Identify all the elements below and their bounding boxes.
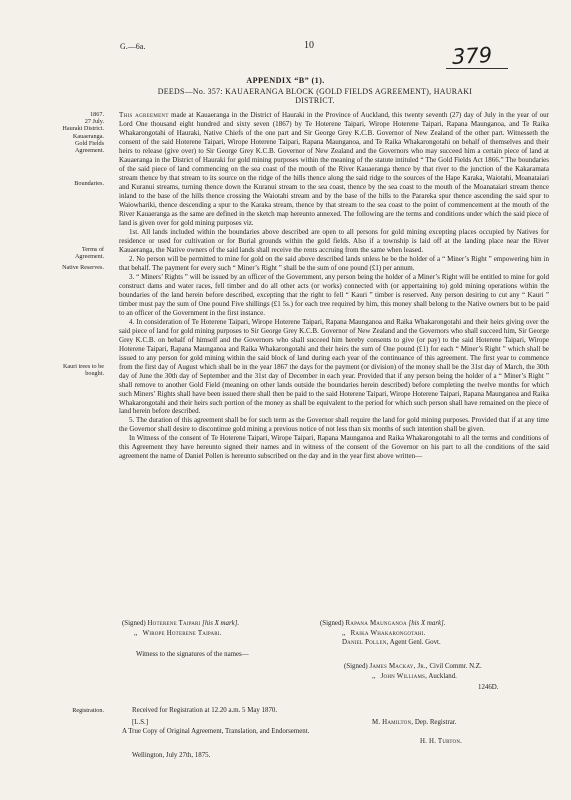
signature-williams — [372, 673, 457, 681]
signed-label: (Signed) — [320, 620, 344, 627]
signature-wirope — [134, 630, 222, 638]
paragraph-5: 5. The duration of this agreement shall be for such term as the Governor shall require the land for gold mining purposes. Provided that if at any time the Governor shall desire to discontinue gold mining a previous notice of not less than six months of such intention shall be given. — [119, 416, 549, 434]
signed-label: (Signed) — [344, 663, 368, 670]
signer-title: Civil Commr. N.Z. — [427, 663, 482, 670]
ditto-mark: ,, — [134, 630, 138, 637]
signature-daniel-pollen — [342, 639, 441, 647]
registration-number: 1246D. — [478, 684, 499, 691]
margin-note-date-district: 1867. 27 July. Hauraki District. Kauaeranga. Gold Fields Agreement. — [62, 111, 104, 155]
witness-line: Witness to the signatures of the names— — [136, 651, 249, 658]
page-number: 10 — [304, 40, 314, 51]
paragraph-3: 3. “ Miners’ Rights ” will be issued by an officer of the Government, any person being the holder of a Miner’s Right will be entitled to mine for gold construct dams and water races, fell timber and do all other acts (or works) connected with (or appertaining to) gold mining operations within the boundaries of the land herein before described, excepting that the right to fell “ Kauri ” timber is reserved. Any person desiring to cut any “ Kauri ” timber must pay the sum of One pound Five shillings (£1 5s.) for each tree required by him, this money shall belong to the Native owners but to be paid to an officer of the Government in the first instance. — [119, 272, 549, 317]
mark-note: [his X mark]. — [408, 620, 446, 627]
handwritten-page-number: 379 — [451, 42, 493, 70]
true-copy-note: A True Copy of Original Agreement, Translation, and Endorsement. — [122, 728, 310, 735]
registrar-signature — [372, 719, 456, 727]
intro-text: made at Kauaeranga in the District of Hauraki in the Province of Auckland, this twenty seventh (27) day of July in the year of our Lord One thousand eight hundred and sixty seven (1867) by Te Hoterene Taipari, Wirope Hoterene Taipari, Rapana Maunganoa, and Te Raika Whakarongotahi of Hauraki, Native Chiefs of the one part and Sir George Grey K.C.B. Governor of New Zealand of the other part. Witnesseth the consent of the said Hoterene Taipari, Wirope Hoterene Taipari, Rapana Maunganoa, and Te Raika Whakarongotahi on behalf of themselves and their heirs to release (give over) to Sir George Grey K.C.B. Governor of New Zealand and the Governors who may succeed him a certain piece of land at Kauaeranga in the District of Hauraki for gold mining purposes within the meaning of the statute intituled “ The Gold Fields Act 1866.” The boundaries of the said piece of land commencing on the sea coast of the mouth of the River Kauaeranga thence by that river to the junction of the Kakaramata stream thence by that stream to its source on the ridge of the hills thence along the said ridge to the sources of the Hape Karaka, Waiotahi, Moanataiari and Kuranui streams, turning thence down the Kuranui stream to the sea coast, thence by the sea coast to the mouth of the Moanataiari stream thence inland to the base of the hills thence crossing the Waiotahi stream and by the base of the hills to the Parareka spur thence ascending the said spur to Waiowhariki, thence descending a spur to the Karaka stream, thence by that stream to the sea coast to the point of commencement at the mouth of the River Kauaeranga as the same are defined in the sketch map hereunto annexed. The following are the terms and conditions under which the said piece of land is given over for gold mining purposes viz. — [119, 111, 549, 227]
signer-name: M. Hamilton, — [372, 719, 414, 726]
handwritten-underline — [446, 68, 508, 69]
signature-hoterene — [122, 620, 239, 628]
agreement-body — [119, 111, 549, 461]
mark-note: [his X mark]. — [202, 620, 240, 627]
signature-mackay — [344, 663, 482, 671]
paragraph-4: 4. In consideration of Te Hoterene Taipari, Wirope Hoterene Taipari, Rapana Maunganoa and Raika Whakarongotahi and their heirs giving over the said piece of land for gold mining purposes to Sir George Grey K.C.B. Governor of New Zealand and the Governors who shall succeed him, Sir George Grey K.C.B. on behalf of himself and the Governors who shall succeed him hereby consents to give (or pay) to the said Hoterene Taipari, Wirope Hoterene Taipari, Rapana Maunganoa and Raika Whakarongotahi and their heirs the sum of One pound (£1) for each “ Miner’s Right ” which shall be issued to any person for gold mining within the said block of land during each year of the continuance of this agreement. The first year to commence from the first day of August which shall be in the year 1867 the days for the payment (or division) of the money shall be the 31st day of March, the 30th day of June the 30th day of September and the 31st day of December in each year. Provided that if any person being the holder of a “ Miner’s Right ” shall remove to another Gold Field (meaning on other lands outside the boundaries herein described) before completing the twelve months for which such Miners’ Rights shall have been issued there shall then be paid to the said Hoterene Taipari, Wirope Hoterene Taipari, Rapana Maunganoa and Raika Whakarongotahi and their heirs such portion of the money as shall be equivalent to the period for which such person shall have remained on the piece of land herein before described. — [119, 317, 549, 416]
ditto-mark: ,, — [372, 673, 376, 680]
dateline: Wellington, July 27th, 1875. — [132, 752, 211, 759]
margin-note-native-reserves: Native Reserves. — [62, 264, 104, 271]
margin-note-kauri: Kauri trees to be bought. — [62, 363, 104, 378]
signature-raika — [342, 630, 426, 638]
signer-name: Rapana Maunganoa — [345, 620, 407, 627]
signer-name: Raika Whakarongotahi. — [350, 630, 426, 637]
signer-name: John Williams, — [380, 673, 428, 680]
signature-rapana — [320, 620, 445, 628]
lead-words: This agreement — [119, 111, 169, 119]
paragraph-2: 2. No person will be permitted to mine for gold on the said above described lands unless he be the holder of a “ Miner’s Right ” empowering him in that behalf. The payment for every such “ Miner’s Right ” shall be the sum of one pound (£1) per annum. — [119, 254, 549, 272]
document-code: G.—6a. — [120, 42, 146, 51]
paragraph-intro — [119, 111, 549, 228]
signer-name: Hoterene Taipari — [147, 620, 201, 627]
signer-title: Agent Genl. Govt. — [388, 639, 441, 646]
certifier-signature: H. H. Turton. — [420, 738, 463, 745]
appendix-title: APPENDIX “B” (1). — [246, 76, 325, 85]
signer-name: Wirope Hoterene Taipari. — [142, 630, 222, 637]
signer-title: Dep. Registrar. — [413, 719, 457, 726]
margin-note-registration: Registration. — [72, 707, 104, 714]
signer-name: James Mackay, Jr., — [369, 663, 428, 670]
received-for-registration: Received for Registration at 12.20 a.m. 5 May 1870. — [132, 707, 278, 714]
signed-label: (Signed) — [122, 620, 146, 627]
paragraph-1: 1st. All lands included within the boundaries above described are open to all persons for gold mining excepting places occupied by Natives for residence or used for cultivation or for Burial grounds within the gold fields. Also if a township is laid off at the landing place near the River Kauaeranga, the Native owners of the said lands shall receive the rents accruing from the same when leased. — [119, 227, 549, 254]
signer-place: Auckland. — [427, 673, 457, 680]
margin-note-terms: Terms of Agreement. — [74, 246, 104, 261]
paragraph-witness: In Witness of the consent of Te Hoterene Taipari, Wirope Taipari, Rapana Maunganoa and Raika Whakarongotahi to all the terms and conditions of this Agreement they have hereunto signed their names and in witness of the consent of the Governor on his part to all the conditions of the said agreement the name of Daniel Pollen is hereunto subscribed on the day and in the year first above written— — [119, 434, 549, 461]
signer-name: Daniel Pollen, — [342, 639, 389, 646]
deeds-title: DEEDS—No. 357: KAUAERANGA BLOCK (GOLD FIELDS AGREEMENT), HAURAKI DISTRICT. — [157, 87, 473, 105]
ditto-mark: ,, — [342, 630, 346, 637]
margin-note-boundaries: Boundaries. — [74, 180, 104, 187]
seal-mark: [L.S.] — [132, 719, 149, 726]
